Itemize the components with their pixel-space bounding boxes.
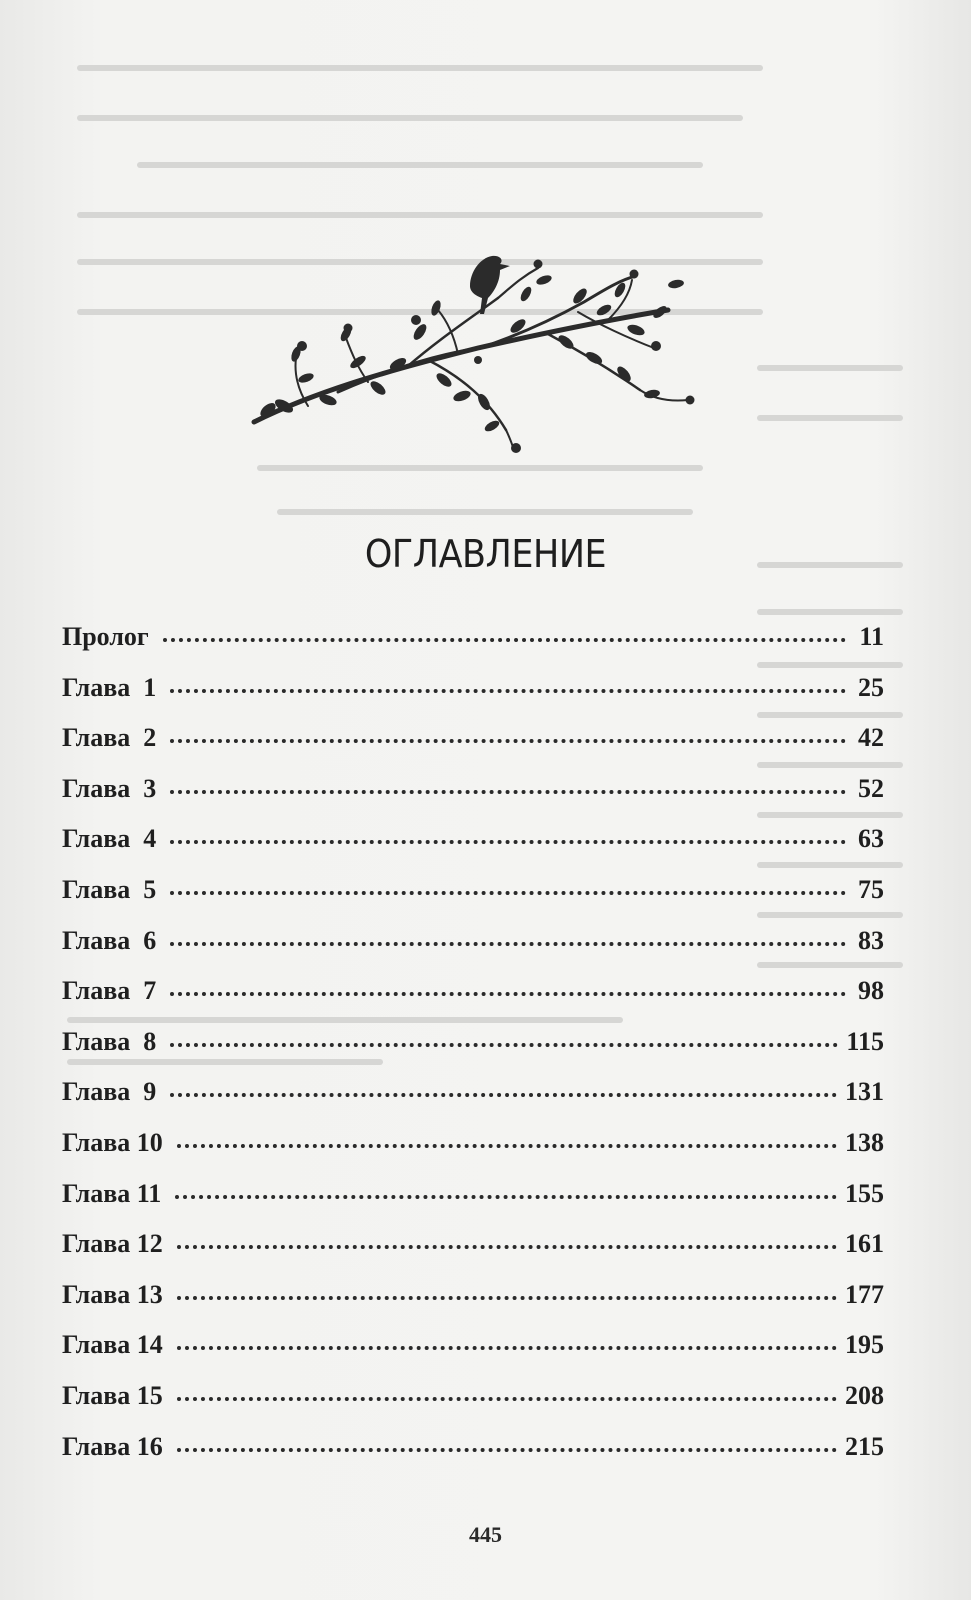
toc-dot-leader: [177, 1245, 837, 1249]
toc-entry-label: Пролог: [62, 622, 149, 651]
toc-entry-label: Глава 15: [62, 1380, 163, 1410]
toc-entry-page: 75: [858, 874, 884, 904]
toc-dot-leader: [170, 790, 846, 794]
toc-entry[interactable]: [62, 774, 884, 825]
toc-entry[interactable]: [62, 1229, 884, 1280]
toc-entry[interactable]: [62, 976, 884, 1027]
toc-entry[interactable]: [62, 1280, 884, 1331]
toc-dot-leader: [175, 1195, 837, 1199]
toc-entry[interactable]: [62, 622, 884, 673]
toc-entry-label: Глава 7: [62, 976, 157, 1006]
toc-entry-label: Глава 10: [62, 1127, 163, 1157]
toc-entry-label: Глава 3: [62, 773, 157, 803]
toc-dot-leader: [170, 840, 846, 844]
toc-entry-label: Глава 8: [62, 1026, 157, 1056]
toc-dot-leader: [177, 1346, 837, 1350]
toc-dot-leader: [170, 1043, 838, 1047]
toc-entry-page: 98: [858, 976, 884, 1006]
toc-entry-page: 131: [845, 1077, 884, 1107]
toc-entry-page: 63: [858, 824, 884, 854]
toc-entry-page: 208: [845, 1380, 884, 1410]
toc-entry[interactable]: [62, 1128, 884, 1179]
toc-dot-leader: [177, 1144, 837, 1148]
toc-heading: ОГЛАВЛЕНИЕ: [364, 532, 607, 576]
toc-entry-label: Глава 12: [62, 1229, 163, 1259]
toc-entry-label: Глава 16: [62, 1431, 163, 1461]
toc-dot-leader: [177, 1448, 837, 1452]
toc-entry[interactable]: [62, 926, 884, 977]
bird-on-branch-icon: [248, 250, 708, 460]
toc-entry[interactable]: [62, 1381, 884, 1432]
toc-entry-page: 115: [846, 1026, 884, 1056]
toc-entry-page: 161: [845, 1229, 884, 1259]
toc-entry[interactable]: [62, 1330, 884, 1381]
toc-entry-page: 155: [845, 1178, 884, 1208]
toc-entry-page: 83: [858, 925, 884, 955]
toc-dot-leader: [177, 1397, 837, 1401]
toc-dot-leader: [170, 891, 846, 895]
toc-entry-label: Глава 9: [62, 1077, 157, 1107]
toc-entry[interactable]: [62, 673, 884, 724]
toc-entry[interactable]: [62, 723, 884, 774]
toc-entry-page: 215: [845, 1431, 884, 1461]
toc-dot-leader: [177, 1296, 837, 1300]
toc-entry[interactable]: [62, 875, 884, 926]
table-of-contents: [62, 622, 884, 1482]
toc-entry-page: 138: [845, 1127, 884, 1157]
toc-dot-leader: [170, 1093, 837, 1097]
toc-entry-label: Глава 13: [62, 1279, 163, 1309]
toc-entry[interactable]: [62, 1179, 884, 1230]
toc-dot-leader: [170, 942, 846, 946]
page-number: 445: [469, 1522, 502, 1547]
toc-entry-page: 42: [858, 723, 884, 753]
toc-entry[interactable]: [62, 1027, 884, 1078]
toc-dot-leader: [170, 739, 846, 743]
toc-entry-label: Глава 2: [62, 723, 157, 753]
toc-entry-page: 177: [845, 1279, 884, 1309]
toc-entry[interactable]: [62, 1432, 884, 1483]
toc-entry-label: Глава 6: [62, 925, 157, 955]
toc-entry-label: Глава 11: [62, 1178, 162, 1208]
toc-entry-label: Глава 1: [62, 672, 157, 702]
toc-entry-page: 25: [858, 672, 884, 702]
toc-entry-label: Глава 5: [62, 874, 157, 904]
toc-entry-label: Глава 14: [62, 1330, 163, 1360]
toc-dot-leader: [163, 638, 846, 642]
toc-dot-leader: [170, 992, 846, 996]
toc-entry-page: 11: [859, 622, 884, 651]
toc-entry-page: 195: [845, 1330, 884, 1360]
toc-dot-leader: [170, 689, 846, 693]
toc-entry-page: 52: [858, 773, 884, 803]
toc-entry[interactable]: [62, 824, 884, 875]
toc-entry[interactable]: [62, 1077, 884, 1128]
toc-entry-label: Глава 4: [62, 824, 157, 854]
